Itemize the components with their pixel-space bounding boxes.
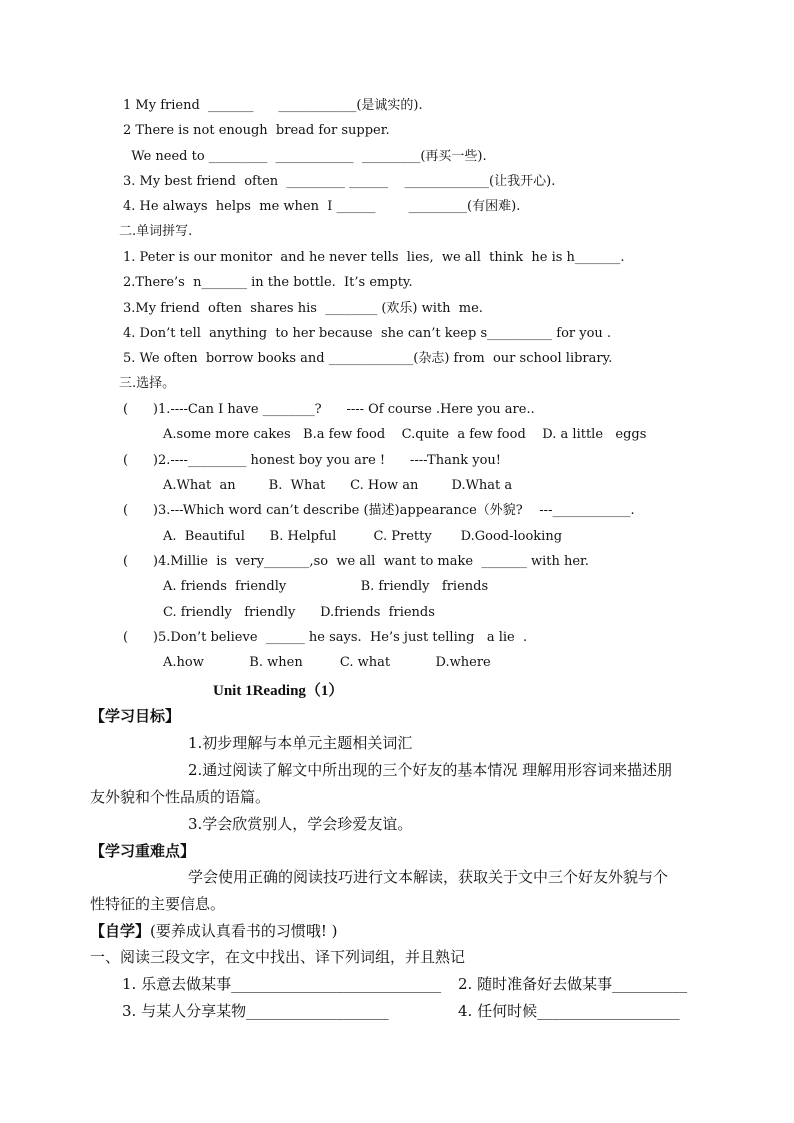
choice-question-2: ( )2.----_________ honest boy you are ! ----Thank you! [123, 453, 501, 468]
phrase-3: 3. 与某人分享某物___________________ [122, 1002, 389, 1020]
translation-line-2b: We need to _________ ____________ _________(再买一些). [123, 149, 487, 164]
key-points-line-2: 性特征的主要信息。 [90, 895, 226, 913]
unit-title: Unit 1Reading（1） [213, 683, 344, 699]
translation-line-1: 1 My friend _______ ____________(是诚实的). [123, 98, 423, 113]
goal-item-2: 2.通过阅读了解文中所出现的三个好友的基本情况 理解用形容词来描述朋 [188, 761, 673, 779]
spelling-line-1: 1. Peter is our monitor and he never tells lies, we all think he is h_______. [123, 250, 625, 265]
choice-question-3: ( )3.---Which word can’t describe (描述)appearance（外貌? ---____________. [123, 503, 635, 518]
goal-item-1: 1.初步理解与本单元主题相关词汇 [188, 734, 413, 752]
choice-options-4a: A. friends friendly B. friendly friends [163, 579, 489, 594]
choice-options-3: A. Beautiful B. Helpful C. Pretty D.Good-looking [163, 529, 563, 544]
choice-heading: 三.选择。 [119, 376, 176, 391]
spelling-line-3: 3.My friend often shares his ________ (欢乐) with me. [123, 301, 483, 316]
goal-item-3: 3.学会欣赏别人，学会珍爱友谊。 [188, 815, 413, 833]
choice-question-1: ( )1.----Can I have ________? ---- Of course .Here you are.. [123, 402, 535, 417]
phrase-2: 2. 随时准备好去做某事__________ [458, 975, 688, 993]
translation-line-3: 3. My best friend often _________ ______ _____________(让我开心). [123, 174, 556, 189]
goals-heading: 【学习目标】 [90, 707, 181, 725]
phrase-1: 1. 乐意去做某事____________________________ [122, 975, 442, 993]
choice-options-1: A.some more cakes B.a few food C.quite a few food D. a little eggs [163, 427, 647, 442]
goal-item-2-cont: 友外貌和个性品质的语篇。 [90, 788, 271, 806]
choice-options-2: A.What an B. What C. How an D.What a [163, 478, 513, 493]
spelling-heading: 二.单词拼写. [119, 224, 193, 239]
spelling-line-5: 5. We often borrow books and _____________(杂志) from our school library. [123, 351, 613, 366]
self-study-line [90, 920, 338, 942]
self-study-heading: 【自学】 [90, 922, 151, 940]
choice-question-5: ( )5.Don’t believe ______ he says. He’s just telling a lie . [123, 630, 528, 645]
spelling-line-4: 4. Don’t tell anything to her because she can’t keep s__________ for you . [123, 326, 612, 341]
key-points-line-1: 学会使用正确的阅读技巧进行文本解读，获取关于文中三个好友外貌与个 [188, 868, 669, 886]
choice-options-5: A.how B. when C. what D.where [163, 655, 491, 670]
choice-question-4: ( )4.Millie is very_______,so we all want to make _______ with her. [123, 554, 589, 569]
self-study-note: (要养成认真看书的习惯哦! ) [150, 922, 338, 940]
spelling-line-2: 2.There’s n_______ in the bottle. It’s empty. [123, 275, 413, 290]
self-study-task: 一、阅读三段文字，在文中找出、译下列词组，并且熟记 [90, 948, 466, 966]
key-points-heading: 【学习重难点】 [90, 842, 196, 860]
phrase-4: 4. 任何时候___________________ [458, 1002, 680, 1020]
translation-line-2: 2 There is not enough bread for supper. [123, 123, 390, 138]
choice-options-4b: C. friendly friendly D.friends friends [163, 605, 435, 620]
translation-line-4: 4. He always helps me when I ______ _________(有困难). [123, 199, 521, 214]
